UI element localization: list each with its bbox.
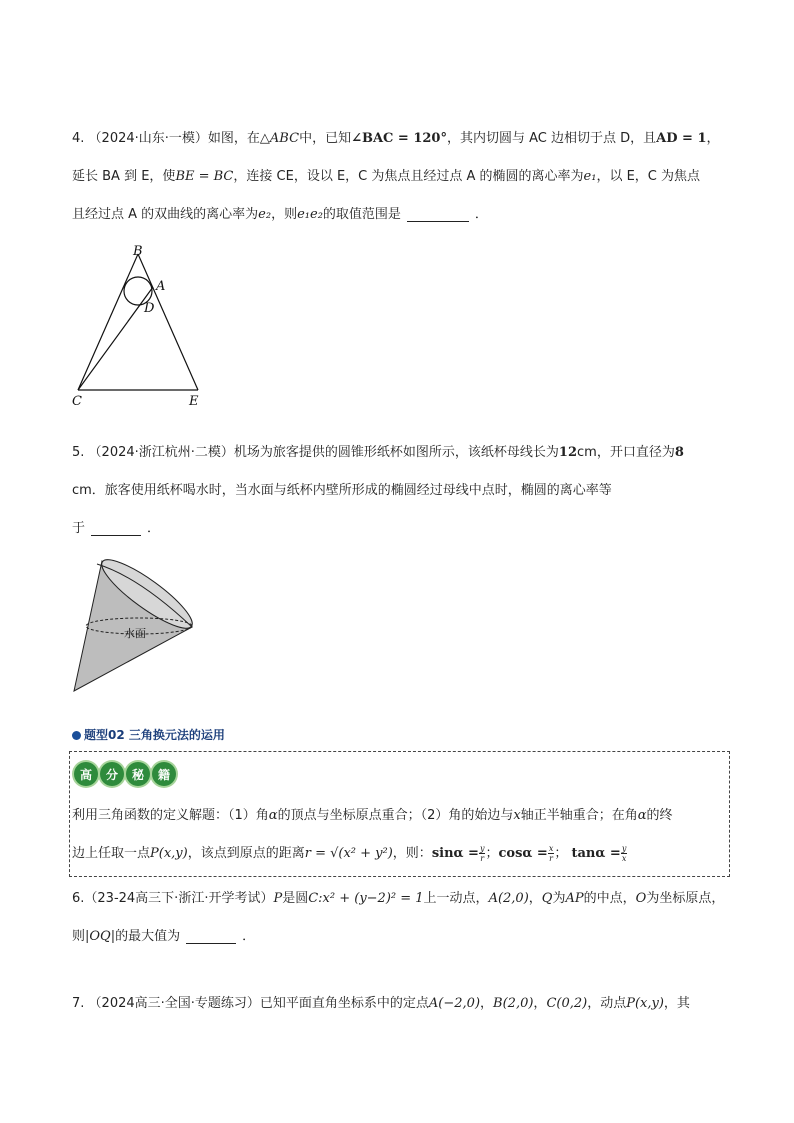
tip-line-1 [72, 797, 742, 835]
q7-text: ， [533, 996, 547, 1011]
tip-sep: ； [554, 846, 568, 861]
q6-source: （23-24高三下·浙江·开学考试） [84, 891, 274, 906]
tip-line-2 [72, 835, 742, 873]
q6-math: Q [541, 891, 553, 906]
q7-math: A(−2,0) [428, 996, 481, 1011]
frac-tan [621, 844, 628, 863]
tip-sin: sinα = [431, 846, 479, 861]
tip-text-part: 轴正半轴重合；在角 [520, 808, 638, 823]
tip-math: r = √(x² + y²) [304, 846, 393, 861]
q7-line-1 [72, 985, 742, 1023]
q4-triangle: △ABC [259, 131, 300, 146]
q5-answer-blank[interactable] [91, 521, 141, 536]
tip-math: α [637, 808, 647, 823]
badge-4: 籍 [152, 762, 176, 786]
q6-math: AP [565, 891, 584, 906]
q4-text: ，连接 CE，设以 E，C 为焦点且经过点 A 的椭圆的离心率为 [233, 169, 584, 184]
badge-1: 高 [74, 762, 98, 786]
q6-text: 的最大值为 [115, 929, 181, 944]
q6-math: P [273, 891, 283, 906]
q5-text: ． [147, 521, 161, 536]
label-b: B [133, 244, 143, 259]
q6-line-2 [72, 918, 742, 956]
q4-angle: ∠BAC = 120° [351, 131, 447, 146]
q6-math: A(2,0) [488, 891, 529, 906]
q7-number: 7. [72, 996, 85, 1011]
q5-length: 12 [558, 445, 578, 460]
q6-text: 为 [552, 891, 566, 906]
q4-text: ， [706, 131, 720, 146]
q4-math: BE = BC [175, 169, 234, 184]
q4-text: ，则 [271, 207, 298, 222]
q4-line-2 [72, 158, 742, 196]
badge-3: 秘 [126, 762, 150, 786]
q7-source: （2024高三·全国·专题练习） [88, 996, 260, 1011]
tip-tan: tanα = [571, 846, 621, 861]
q7-text: ，动点 [587, 996, 627, 1011]
q4-triangle-figure [66, 240, 216, 410]
q6-text: 为坐标原点， [646, 891, 725, 906]
q4-ad: AD = 1 [656, 131, 707, 146]
q6-math: |OQ| [85, 929, 116, 944]
q4-math: e₁ [583, 169, 597, 184]
q6-answer-blank[interactable] [186, 929, 236, 944]
q5-diameter: 8 [674, 445, 684, 460]
edge-be [138, 254, 198, 390]
frac-den: x [621, 854, 627, 863]
question-7 [72, 985, 742, 1023]
q6-text: 则 [72, 929, 86, 944]
q4-text: 延长 BA 到 E，使 [72, 169, 176, 184]
q4-answer-blank[interactable] [407, 207, 469, 222]
q4-text: 中，已知 [299, 131, 352, 146]
tip-text-part: 的终 [646, 808, 673, 823]
q5-text: 机场为旅客提供的圆锥形纸杯如图所示，该纸杯母线长为 [233, 445, 559, 460]
water-label: 水面 [124, 627, 146, 640]
question-5 [72, 434, 742, 548]
edge-bc [78, 254, 138, 390]
tip-text-part: 边上任取一点 [72, 846, 151, 861]
q6-text: ． [242, 929, 256, 944]
frac-num: x [548, 844, 554, 853]
edge-ca [78, 287, 153, 390]
tip-text-part: ，该点到原点的距离 [187, 846, 305, 861]
q5-cone-figure [64, 555, 204, 697]
tip-math: α [268, 808, 278, 823]
q7-math: P(x,y) [626, 996, 664, 1011]
label-c: C [72, 394, 82, 409]
q4-math: e₁e₂ [297, 207, 323, 222]
q5-text: 于 [72, 521, 86, 536]
q4-number: 4. [72, 131, 85, 146]
q4-math: e₂ [258, 207, 272, 222]
frac-num: y [479, 844, 485, 853]
frac-den: r [549, 854, 553, 863]
question-6 [72, 880, 742, 956]
frac-den: r [480, 854, 485, 863]
section-title-text: 题型02 三角换元法的运用 [84, 728, 225, 742]
q7-text: ， [480, 996, 494, 1011]
q6-text: 上一动点， [423, 891, 489, 906]
tip-math: x [513, 808, 521, 823]
frac-num: y [621, 844, 627, 853]
question-4 [72, 120, 742, 234]
q6-text: ， [528, 891, 542, 906]
q5-line-3 [72, 510, 742, 548]
tip-sep: ； [485, 846, 499, 861]
q7-math: B(2,0) [493, 996, 534, 1011]
q4-line-3 [72, 196, 742, 234]
q4-text: ，以 E，C 为焦点 [596, 169, 700, 184]
q4-text: ． [474, 207, 488, 222]
q6-text: 是圆 [282, 891, 309, 906]
tip-math: P(x,y) [150, 846, 188, 861]
q5-line-2: cm．旅客使用纸杯喝水时，当水面与纸杯内壁所形成的椭圆经过母线中点时，椭圆的离心率等 [72, 483, 612, 498]
q4-text: 且经过点 A 的双曲线的离心率为 [72, 207, 259, 222]
tip-text-part: 的顶点与坐标原点重合；（2）角的始边与 [277, 808, 514, 823]
q5-line-1 [72, 434, 742, 472]
tip-cos: cosα = [498, 846, 548, 861]
label-e: E [189, 394, 199, 409]
tip-text-part: ，则： [392, 846, 432, 861]
q6-line-1 [72, 880, 742, 918]
q4-text: 的取值范围是 [322, 207, 401, 222]
tip-text-part: 利用三角函数的定义解题：（1）角 [72, 808, 269, 823]
label-d: D [144, 301, 155, 316]
q4-source: （2024·山东·一模） [88, 131, 208, 146]
q7-math: C(0,2) [546, 996, 588, 1011]
tip-badges [74, 762, 176, 786]
q4-line-1 [72, 120, 742, 158]
q6-text: 的中点， [583, 891, 636, 906]
q7-text: 已知平面直角坐标系中的定点 [259, 996, 429, 1011]
badge-2: 分 [100, 762, 124, 786]
section-heading [72, 726, 225, 743]
q6-math: O [635, 891, 647, 906]
q7-text: ，其 [663, 996, 690, 1011]
q6-circle: C:x² + (y−2)² = 1 [308, 891, 424, 906]
q5-number: 5. [72, 445, 85, 460]
q4-text: 如图，在 [207, 131, 260, 146]
q6-number: 6. [72, 891, 85, 906]
location-pin-icon [72, 731, 81, 740]
q5-text: cm，开口直径为 [577, 445, 675, 460]
label-a: A [156, 279, 166, 294]
q5-source: （2024·浙江杭州·二模） [88, 445, 234, 460]
tip-text [72, 797, 742, 873]
q4-text: ，其内切圆与 AC 边相切于点 D，且 [446, 131, 657, 146]
